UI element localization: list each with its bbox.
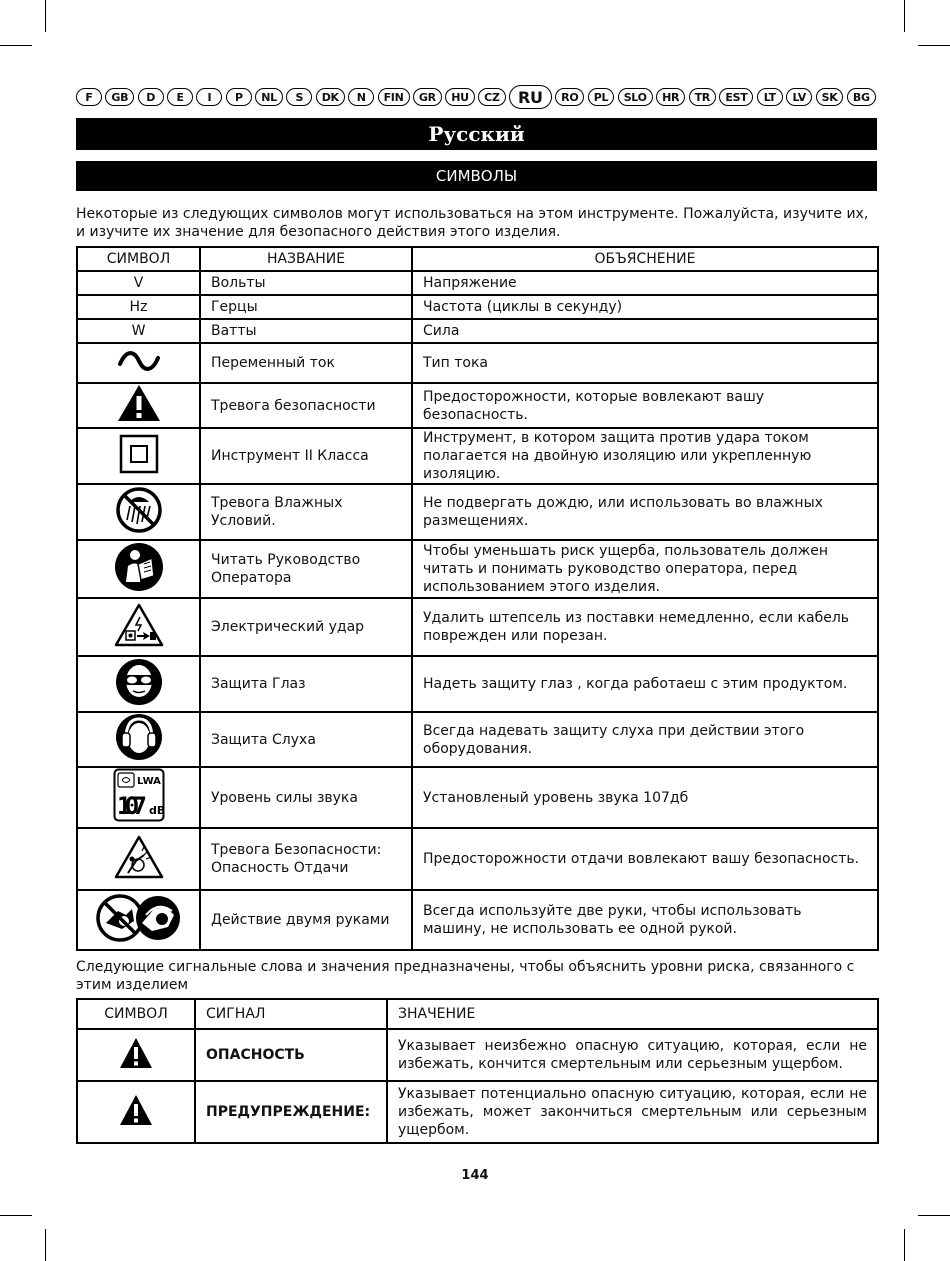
language-tab-d[interactable]: D [138,88,164,106]
explanation-cell: Удалить штепсель из поставки немедленно, если кабель поврежден или порезан. [412,598,878,656]
table-row [77,383,878,428]
crop-mark [918,45,950,46]
table-row [77,890,878,950]
symbols-table [76,246,879,951]
language-tab-pl[interactable]: PL [588,88,614,106]
explanation-cell: Всегда надевать защиту слуха при действии этого оборудования. [412,712,878,767]
header-name: НАЗВАНИЕ [200,247,412,271]
table-header-row [77,999,878,1029]
table-row [77,271,878,295]
table-row [77,767,878,828]
name-cell: Тревога безопасности [200,383,412,428]
crop-mark [904,0,905,32]
explanation-cell: Установленый уровень звука 107дб [412,767,878,828]
name-cell: Инструмент II Класса [200,428,412,484]
symbol-cell [77,712,200,767]
language-tab-lt[interactable]: LT [757,88,783,106]
language-tab-gr[interactable]: GR [413,88,442,106]
signal-cell: ПРЕДУПРЕЖДЕНИЕ: [195,1081,387,1143]
intro-text: Некоторые из следующих символов могут использоваться на этом инструменте. Пожалуйста, изучите их, и изучите их значение для безопасного действия этого изделия. [76,206,869,240]
language-title: Русский [76,118,877,150]
signal-table [76,998,879,1144]
alternating-current-icon [117,350,161,377]
crop-mark [45,0,46,32]
language-tab-tr[interactable]: TR [689,88,716,106]
explanation-cell: Сила [412,319,878,343]
table-header-row [77,247,878,271]
sound-power-level-icon [113,768,165,827]
symbol-cell: V [77,271,200,295]
svg-text:dB: dB [148,804,165,817]
language-tab-bg[interactable]: BG [847,88,876,106]
name-cell: Уровень силы звука [200,767,412,828]
language-tab-hr[interactable]: HR [656,88,685,106]
header-symbol: СИМВОЛ [77,247,200,271]
symbol-cell [77,890,200,950]
language-tab-ru[interactable]: RU [509,85,552,109]
table-row [77,712,878,767]
explanation-cell: Предосторожности, которые вовлекают вашу безопасность. [412,383,878,428]
electric-shock-unplug-icon [114,603,164,652]
language-tab-e[interactable]: E [167,88,193,106]
crop-mark [45,1229,46,1261]
language-tab-dk[interactable]: DK [316,88,345,106]
explanation-cell: Всегда используйте две руки, чтобы использовать машину, не использовать ее одной рукой. [412,890,878,950]
class-ii-double-square-icon [119,434,159,479]
meaning-cell: Указывает потенциально опасную ситуацию, которая, если не избежать, может закончиться смертельным или серьезным ущербом. [387,1081,878,1143]
symbol-cell [77,767,200,828]
name-cell: Тревога Влажных Условий. [200,484,412,540]
table-row [77,656,878,712]
language-tab-f[interactable]: F [76,88,102,106]
two-hands-operation-icon [96,893,182,948]
name-cell: Электрический удар [200,598,412,656]
table-row [77,598,878,656]
section-title: СИМВОЛЫ [76,161,877,191]
language-tab-p[interactable]: P [226,88,252,106]
eye-protection-icon [115,658,163,711]
name-cell: Ватты [200,319,412,343]
crop-mark [904,1229,905,1261]
explanation-cell: Напряжение [412,271,878,295]
explanation-cell: Тип тока [412,343,878,383]
name-cell: Защита Глаз [200,656,412,712]
symbol-cell [77,540,200,598]
explanation-cell: Предосторожности отдачи вовлекают вашу безопасность. [412,828,878,890]
language-tab-fin[interactable]: FIN [378,88,410,106]
language-tab-lv[interactable]: LV [786,88,812,106]
language-tab-s[interactable]: S [286,88,312,106]
no-rain-icon [115,486,163,539]
language-tab-bar [76,86,876,108]
symbol-cell [77,828,200,890]
language-tab-gb[interactable]: GB [105,88,134,106]
symbol-cell [77,343,200,383]
language-tab-hu[interactable]: HU [445,88,475,106]
symbol-cell: W [77,319,200,343]
table-row [77,484,878,540]
warning-triangle-icon [117,384,161,427]
signal-intro-text: Следующие сигнальные слова и значения предназначены, чтобы объяснить уровни риска, связанного с этим изделием [76,959,855,993]
page-number: 144 [461,1168,489,1183]
warning-triangle-icon [119,1094,153,1131]
explanation-cell: Инструмент, в котором защита против удара током полагается на двойную изоляцию или укрепленную изоляцию. [412,428,878,484]
name-cell: Действие двумя руками [200,890,412,950]
explanation-cell: Не подвергать дождю, или использовать во влажных размещениях. [412,484,878,540]
language-tab-cz[interactable]: CZ [478,88,505,106]
symbol-cell: Hz [77,295,200,319]
table-row [77,428,878,484]
symbol-cell [77,1029,195,1081]
symbol-cell [77,598,200,656]
symbol-cell [77,656,200,712]
name-cell: Читать Руководство Оператора [200,540,412,598]
hearing-protection-icon [115,713,163,766]
language-tab-i[interactable]: I [196,88,222,106]
language-tab-n[interactable]: N [348,88,374,106]
header-explanation: ОБЪЯСНЕНИЕ [412,247,878,271]
name-cell: Тревога Безопасности: Опасность Отдачи [200,828,412,890]
svg-text:LWA: LWA [136,776,161,787]
table-row [77,1081,878,1143]
table-row [77,343,878,383]
symbol-cell [77,383,200,428]
table-row [77,1029,878,1081]
crop-mark [0,45,32,46]
language-tab-ro[interactable]: RO [555,88,584,106]
name-cell: Герцы [200,295,412,319]
language-tab-est[interactable]: EST [719,88,753,106]
symbol-cell [77,484,200,540]
name-cell: Переменный ток [200,343,412,383]
name-cell: Вольты [200,271,412,295]
symbol-cell [77,1081,195,1143]
table-row [77,540,878,598]
svg-text:107: 107 [116,792,147,820]
header-symbol: СИМВОЛ [77,999,195,1029]
crop-mark [0,1215,32,1216]
explanation-cell: Надеть защиту глаз , когда работаеш с этим продуктом. [412,656,878,712]
header-signal: СИГНАЛ [195,999,387,1029]
language-tab-nl[interactable]: NL [255,88,283,106]
table-row [77,295,878,319]
warning-triangle-icon [119,1037,153,1074]
name-cell: Защита Слуха [200,712,412,767]
header-meaning: ЗНАЧЕНИЕ [387,999,878,1029]
signal-cell: ОПАСНОСТЬ [195,1029,387,1081]
explanation-cell: Частота (циклы в секунду) [412,295,878,319]
language-tab-sk[interactable]: SK [816,88,844,106]
kickback-warning-icon [114,835,164,884]
meaning-cell: Указывает неизбежно опасную ситуацию, которая, если не избежать, кончится смертельным или серьезным ущербом. [387,1029,878,1081]
explanation-cell: Чтобы уменьшать риск ущерба, пользователь должен читать и понимать руководство оператора, перед использованием этого изделия. [412,540,878,598]
language-tab-slo[interactable]: SLO [618,88,653,106]
table-row [77,828,878,890]
read-manual-icon [114,542,164,597]
symbol-cell [77,428,200,484]
crop-mark [918,1215,950,1216]
table-row [77,319,878,343]
